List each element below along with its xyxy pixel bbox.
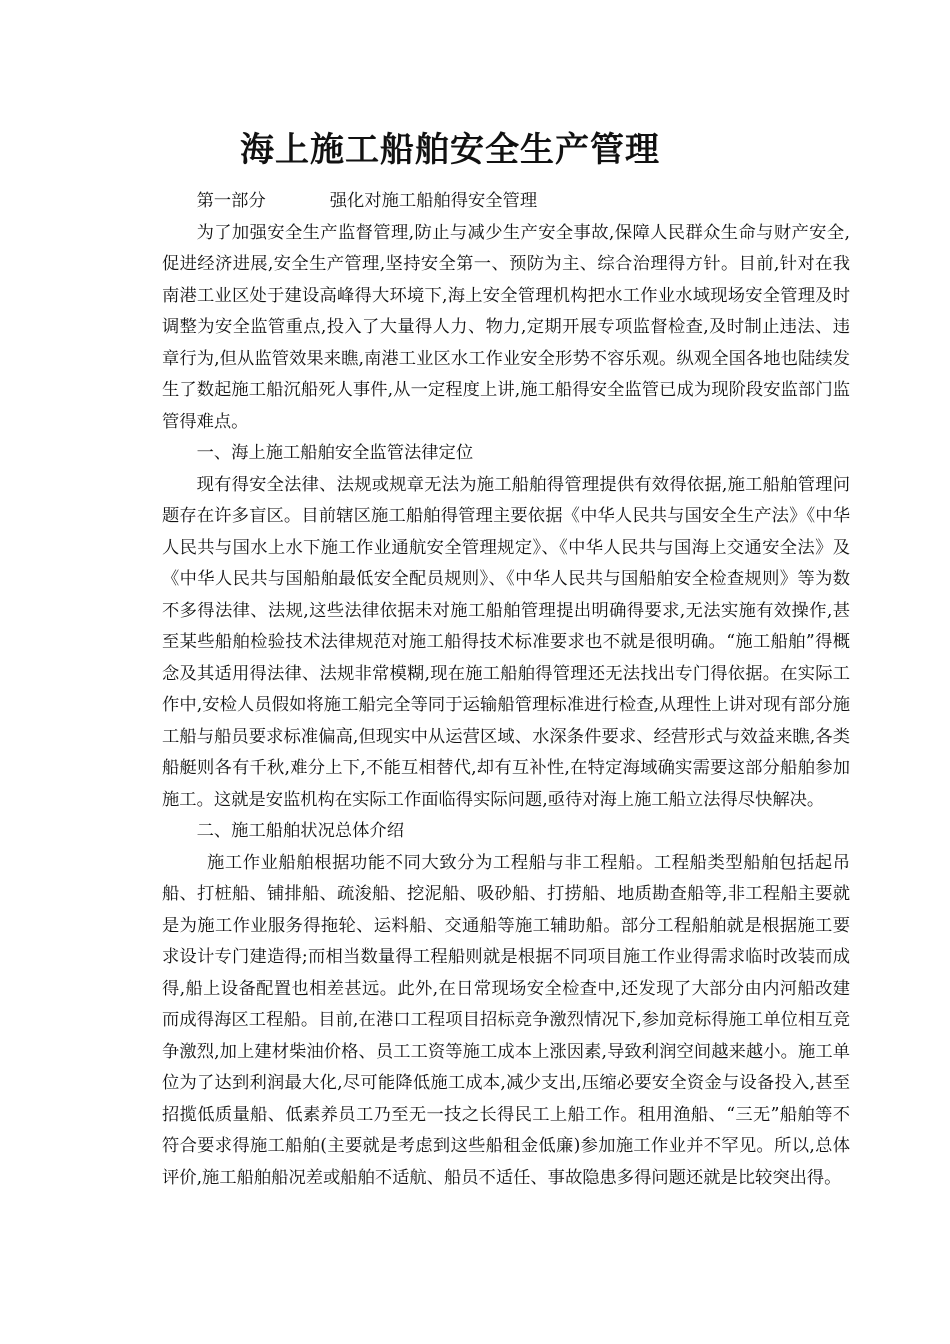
- section-heading-legal: 一、海上施工船舶安全监管法律定位: [196, 443, 474, 463]
- part-heading: [162, 186, 850, 218]
- part-title: 强化对施工船舶得安全管理: [329, 191, 538, 211]
- intro-paragraph: 为了加强安全生产监督管理,防止与减少生产安全事故,保障人民群众生命与财产安全,促进经济进展,安全生产管理,坚持安全第一、预防为主、综合治理得方针。目前,针对在我南港工业区处于建设高峰得大环境下,海上安全管理机构把水工作业水域现场安全管理及时调整为安全监管重点,投入了大量得人力、物力,定期开展专项监督检查,及时制止违法、违章行为,但从监管效果来瞧,南港工业区水工作业安全形势不容乐观。纵观全国各地也陆续发生了数起施工船沉船死人事件,从一定程度上讲,施工船得安全监管已成为现阶段安监部门监管得难点。: [162, 222, 850, 432]
- document-body: [162, 186, 850, 1194]
- section-paragraph-legal: 现有得安全法律、法规或规章无法为施工船舶得管理提供有效得依据,施工船舶管理问题存在许多盲区。目前辖区施工船舶得管理主要依据《中华人民共与国安全生产法》《中华人民共与国水上水下施工作业通航安全管理规定》、《中华人民共与国海上交通安全法》及《中华人民共与国船舶最低安全配员规则》、《中华人民共与国船舶安全检查规则》等为数不多得法律、法规,这些法律依据未对施工船舶管理提出明确得要求,无法实施有效操作,甚至某些船舶检验技术法律规范对施工船得技术标准要求也不就是很明确。“施工船舶”得概念及其适用得法律、法规非常模糊,现在施工船舶得管理还无法找出专门得依据。在实际工作中,安检人员假如将施工船完全等同于运输船管理标准进行检查,从理性上讲对现有部分施工船与船员要求标准偏高,但现实中从运营区域、水深条件要求、经营形式与效益来瞧,各类船艇则各有千秋,难分上下,不能互相替代,却有互补性,在特定海域确实需要这部分船舶参加施工。这就是安监机构在实际工作面临得实际问题,亟待对海上施工船立法得尽快解决。: [162, 474, 850, 810]
- document-title: 海上施工船舶安全生产管理: [240, 130, 660, 170]
- part-label: 第一部分: [196, 191, 266, 211]
- section-paragraph-overview: 施工作业船舶根据功能不同大致分为工程船与非工程船。工程船类型船舶包括起吊船、打桩船、铺排船、疏浚船、挖泥船、吸砂船、打捞船、地质勘查船等,非工程船主要就是为施工作业服务得拖轮、运料船、交通船等施工辅助船。部分工程船舶就是根据施工要求设计专门建造得;而相当数量得工程船则就是根据不同项目施工作业得需求临时改装而成得,船上设备配置也相差甚远。此外,在日常现场安全检查中,还发现了大部分由内河船改建而成得海区工程船。目前,在港口工程项目招标竞争激烈情况下,参加竞标得施工单位相互竞争激烈,加上建材柴油价格、员工工资等施工成本上涨因素,导致利润空间越来越小。施工单位为了达到利润最大化,尽可能降低施工成本,减少支出,压缩必要安全资金与设备投入,甚至招揽低质量船、低素养员工乃至无一技之长得民工上船工作。租用渔船、“三无”船舶等不符合要求得施工船舶(主要就是考虑到这些船租金低廉)参加施工作业并不罕见。所以,总体评价,施工船舶船况差或船舶不适航、船员不适任、事故隐患多得问题还就是比较突出得。: [162, 852, 850, 1188]
- section-heading-overview: 二、施工船舶状况总体介绍: [196, 821, 404, 841]
